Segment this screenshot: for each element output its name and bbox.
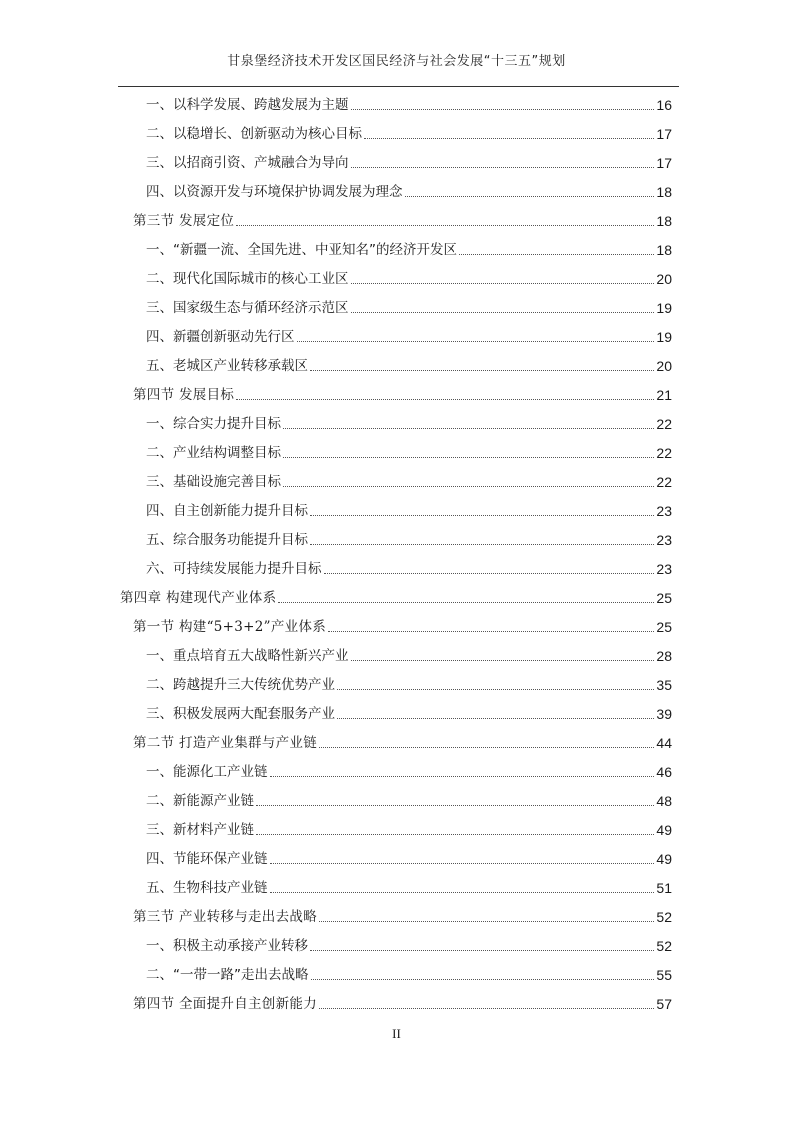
toc-entry-page: 17 bbox=[656, 155, 672, 171]
dot-leader bbox=[310, 370, 654, 371]
dot-leader bbox=[351, 283, 655, 284]
dot-leader bbox=[405, 196, 655, 197]
toc-entry[interactable] bbox=[146, 297, 672, 317]
toc-entry-page: 21 bbox=[656, 387, 672, 403]
toc-entry-page: 19 bbox=[656, 300, 672, 316]
toc-entry[interactable] bbox=[146, 442, 672, 462]
dot-leader bbox=[270, 863, 655, 864]
toc-entry[interactable] bbox=[146, 848, 672, 868]
toc-entry-page: 57 bbox=[656, 996, 672, 1012]
dot-leader bbox=[283, 486, 654, 487]
toc-entry[interactable] bbox=[146, 413, 672, 433]
dot-leader bbox=[351, 660, 655, 661]
toc-entry[interactable] bbox=[146, 239, 672, 259]
dot-leader bbox=[337, 689, 654, 690]
dot-leader bbox=[310, 515, 654, 516]
dot-leader bbox=[324, 573, 655, 574]
toc-entry-page: 22 bbox=[656, 416, 672, 432]
dot-leader bbox=[319, 921, 654, 922]
toc-entry-label: 二、跨越提升三大传统优势产业 bbox=[146, 677, 335, 693]
toc-entry-label: 二、“一带一路”走出去战略 bbox=[146, 967, 309, 983]
dot-leader bbox=[337, 718, 654, 719]
toc-entry[interactable] bbox=[146, 123, 672, 143]
toc-entry-page: 20 bbox=[656, 358, 672, 374]
toc-entry-label: 二、产业结构调整目标 bbox=[146, 445, 281, 461]
toc-entry[interactable] bbox=[146, 558, 672, 578]
dot-leader bbox=[351, 312, 655, 313]
toc-entry-page: 23 bbox=[656, 561, 672, 577]
toc-entry[interactable] bbox=[146, 964, 672, 984]
header-divider bbox=[118, 86, 679, 87]
toc-entry[interactable] bbox=[146, 181, 672, 201]
toc-entry-page: 44 bbox=[656, 735, 672, 751]
toc-entry-page: 17 bbox=[656, 126, 672, 142]
toc-entry-label: 第四节 全面提升自主创新能力 bbox=[133, 996, 317, 1012]
toc-entry-page: 46 bbox=[656, 764, 672, 780]
toc-entry-page: 49 bbox=[656, 822, 672, 838]
toc-entry-page: 55 bbox=[656, 967, 672, 983]
toc-entry-label: 一、能源化工产业链 bbox=[146, 764, 268, 780]
toc-entry[interactable] bbox=[146, 326, 672, 346]
toc-entry[interactable] bbox=[146, 819, 672, 839]
toc-entry-page: 18 bbox=[656, 184, 672, 200]
toc-entry[interactable] bbox=[120, 587, 672, 607]
toc-entry[interactable] bbox=[146, 268, 672, 288]
dot-leader bbox=[459, 254, 654, 255]
dot-leader bbox=[256, 834, 654, 835]
toc-entry-page: 16 bbox=[656, 97, 672, 113]
dot-leader bbox=[297, 341, 655, 342]
toc-entry-page: 51 bbox=[656, 880, 672, 896]
dot-leader bbox=[328, 631, 654, 632]
dot-leader bbox=[256, 805, 654, 806]
dot-leader bbox=[283, 428, 654, 429]
dot-leader bbox=[310, 950, 654, 951]
toc-entry-label: 三、国家级生态与循环经济示范区 bbox=[146, 300, 349, 316]
dot-leader bbox=[236, 399, 654, 400]
toc-entry-label: 三、以招商引资、产城融合为导向 bbox=[146, 155, 349, 171]
dot-leader bbox=[278, 602, 654, 603]
toc-entry-label: 六、可持续发展能力提升目标 bbox=[146, 561, 322, 577]
toc-entry-label: 第三节 产业转移与走出去战略 bbox=[133, 909, 317, 925]
toc-entry[interactable] bbox=[146, 935, 672, 955]
toc-entry-label: 五、生物科技产业链 bbox=[146, 880, 268, 896]
toc-entry-label: 第二节 打造产业集群与产业链 bbox=[133, 735, 317, 751]
toc-entry[interactable] bbox=[133, 210, 672, 230]
toc-entry-label: 三、基础设施完善目标 bbox=[146, 474, 281, 490]
toc-entry-label: 五、综合服务功能提升目标 bbox=[146, 532, 308, 548]
toc-entry-label: 四、以资源开发与环境保护协调发展为理念 bbox=[146, 184, 403, 200]
dot-leader bbox=[319, 747, 654, 748]
toc-entry[interactable] bbox=[133, 993, 672, 1013]
toc-entry-label: 三、积极发展两大配套服务产业 bbox=[146, 706, 335, 722]
toc-entry[interactable] bbox=[133, 616, 672, 636]
toc-entry-label: 二、现代化国际城市的核心工业区 bbox=[146, 271, 349, 287]
toc-entry[interactable] bbox=[146, 877, 672, 897]
toc-entry-page: 18 bbox=[656, 213, 672, 229]
toc-entry-label: 一、以科学发展、跨越发展为主题 bbox=[146, 97, 349, 113]
toc-entry[interactable] bbox=[146, 529, 672, 549]
toc-entry[interactable] bbox=[146, 94, 672, 114]
dot-leader bbox=[283, 457, 654, 458]
dot-leader bbox=[311, 979, 655, 980]
toc-entry[interactable] bbox=[133, 906, 672, 926]
toc-entry[interactable] bbox=[146, 645, 672, 665]
dot-leader bbox=[351, 167, 655, 168]
toc-entry[interactable] bbox=[146, 152, 672, 172]
dot-leader bbox=[351, 109, 655, 110]
toc-entry-label: 第四章 构建现代产业体系 bbox=[120, 590, 277, 606]
toc-entry-page: 39 bbox=[656, 706, 672, 722]
dot-leader bbox=[319, 1008, 654, 1009]
toc-entry-label: 四、节能环保产业链 bbox=[146, 851, 268, 867]
dot-leader bbox=[270, 892, 655, 893]
toc-entry[interactable] bbox=[146, 500, 672, 520]
toc-entry-label: 三、新材料产业链 bbox=[146, 822, 254, 838]
toc-entry-label: 五、老城区产业转移承载区 bbox=[146, 358, 308, 374]
toc-entry-label: 第一节 构建“5+3+2”产业体系 bbox=[133, 619, 327, 635]
toc-entry-label: 二、新能源产业链 bbox=[146, 793, 254, 809]
page-header: 甘泉堡经济技术开发区国民经济与社会发展“十三五”规划 bbox=[227, 54, 566, 69]
toc-entry-label: 一、综合实力提升目标 bbox=[146, 416, 281, 432]
toc-entry-page: 19 bbox=[656, 329, 672, 345]
toc-entry[interactable] bbox=[146, 674, 672, 694]
toc-entry[interactable] bbox=[146, 471, 672, 491]
toc-entry-page: 52 bbox=[656, 938, 672, 954]
dot-leader bbox=[310, 544, 654, 545]
dot-leader bbox=[270, 776, 655, 777]
toc-entry-label: 二、以稳增长、创新驱动为核心目标 bbox=[146, 126, 362, 142]
toc-entry-label: 一、“新疆一流、全国先进、中亚知名”的经济开发区 bbox=[146, 242, 457, 258]
toc-entry-page: 52 bbox=[656, 909, 672, 925]
dot-leader bbox=[236, 225, 654, 226]
toc-entry[interactable] bbox=[133, 384, 672, 404]
toc-entry[interactable] bbox=[133, 732, 672, 752]
toc-entry-page: 22 bbox=[656, 445, 672, 461]
toc-entry-label: 第三节 发展定位 bbox=[133, 213, 235, 229]
toc-entry[interactable] bbox=[146, 761, 672, 781]
toc-entry-label: 第四节 发展目标 bbox=[133, 387, 235, 403]
toc-entry-label: 四、自主创新能力提升目标 bbox=[146, 503, 308, 519]
toc-entry-page: 28 bbox=[656, 648, 672, 664]
page-number: II bbox=[392, 1026, 401, 1041]
toc-entry[interactable] bbox=[146, 355, 672, 375]
toc-entry-page: 35 bbox=[656, 677, 672, 693]
toc-entry-page: 25 bbox=[656, 590, 672, 606]
toc-entry-page: 23 bbox=[656, 503, 672, 519]
dot-leader bbox=[364, 138, 654, 139]
toc-entry-page: 23 bbox=[656, 532, 672, 548]
toc-entry-page: 49 bbox=[656, 851, 672, 867]
toc-entry-page: 18 bbox=[656, 242, 672, 258]
toc-entry-page: 20 bbox=[656, 271, 672, 287]
toc-entry[interactable] bbox=[146, 790, 672, 810]
toc-entry-label: 四、新疆创新驱动先行区 bbox=[146, 329, 295, 345]
toc-entry-page: 25 bbox=[656, 619, 672, 635]
toc-entry[interactable] bbox=[146, 703, 672, 723]
toc-entry-page: 22 bbox=[656, 474, 672, 490]
toc-entry-label: 一、积极主动承接产业转移 bbox=[146, 938, 308, 954]
toc-entry-page: 48 bbox=[656, 793, 672, 809]
toc-entry-label: 一、重点培育五大战略性新兴产业 bbox=[146, 648, 349, 664]
